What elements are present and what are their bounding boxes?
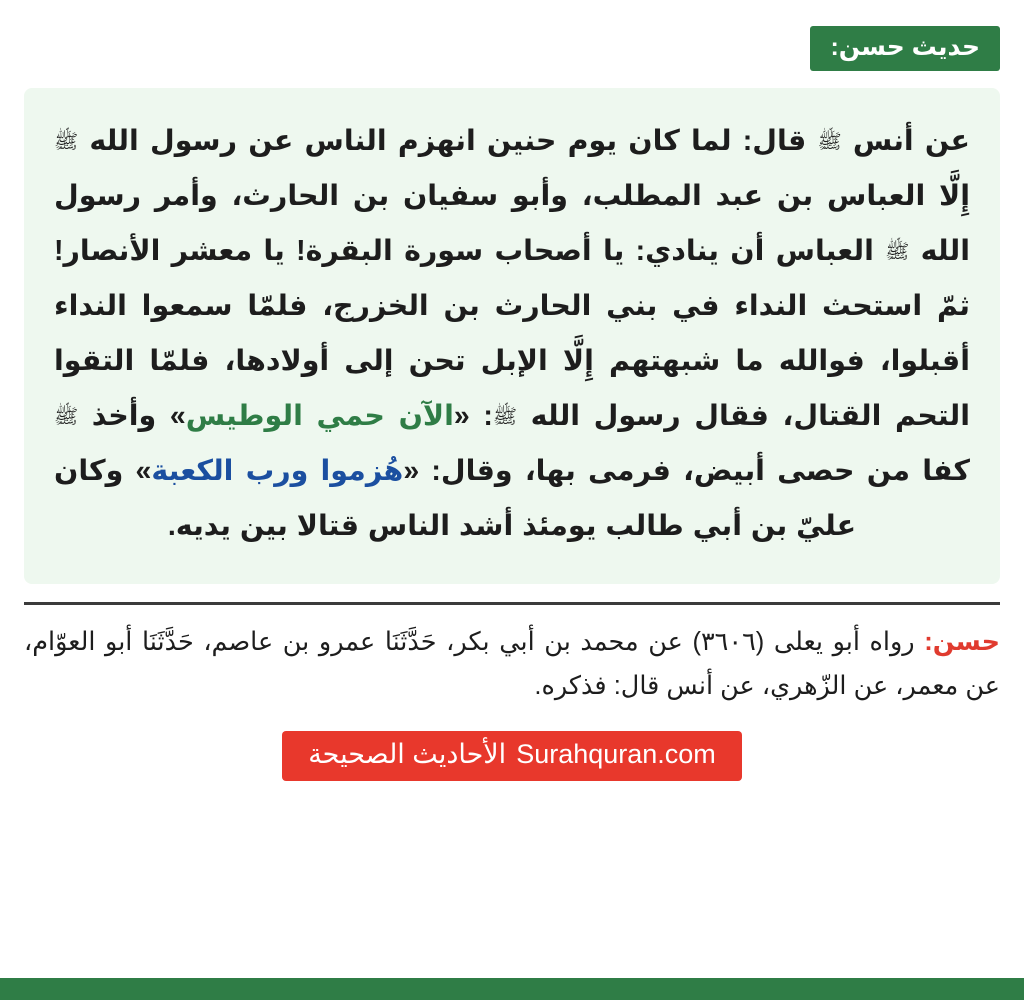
hadith-segment-8: : « (453, 400, 493, 432)
hadith-segment-2: قال: لما كان يوم حنين انهزم الناس عن رسول الله (78, 125, 818, 157)
hadith-segment-6: العباس أن ينادي: يا أصحاب سورة البقرة! يا معشر الأنصار! ثمّ استحث النداء في بني الحارث بن الخزرج، فلمّا سمعوا النداء أقبلوا، فوالله ما شبهتهم إِلَّا الإبل تحن إلى أولادها، فلمّا التقوا التحم القتال، فقال رسول الله (54, 235, 970, 432)
site-banner[interactable] (282, 731, 742, 781)
takhrij-paragraph (24, 621, 1000, 709)
hadith-segment-13: هُزموا ورب الكعبة (151, 455, 404, 487)
hadith-grade-badge: حديث حسن: (810, 26, 1000, 71)
site-name-label: Surahquran.com (516, 738, 716, 769)
header-row (0, 0, 1024, 71)
hadith-segment-5: ﷺ (885, 241, 910, 263)
hadith-segment-10: » وأخذ (78, 400, 186, 432)
hadith-segment-9: الآن حمي الوطيس (185, 400, 454, 432)
hadith-segment-11: ﷺ (54, 406, 79, 428)
hadith-segment-14: » وكان عليّ بن أبي طالب يومئذ أشد الناس قتالا بين يديه. (54, 455, 857, 542)
hadith-text-box (24, 88, 1000, 584)
hadith-segment-0: عن أنس (841, 125, 970, 157)
takhrij-grade-label: حسن: (924, 628, 1000, 656)
hadith-segment-12: كفا من حصى أبيض، فرمى بها، وقال: « (403, 455, 970, 487)
hadith-body-text (54, 114, 970, 554)
bottom-accent-strip (0, 978, 1024, 1000)
takhrij-source-text: رواه أبو يعلى (٣٦٠٦) عن محمد بن أبي بكر، حَدَّثَنَا عمرو بن عاصم، حَدَّثَنَا أبو العوّام، عن معمر، عن الزّهري، عن أنس قال: فذكره. (24, 628, 1000, 700)
section-divider (24, 602, 1000, 605)
footer-row (0, 731, 1024, 781)
hadith-segment-1: ﷺ (817, 131, 842, 153)
site-tagline-label: الأحاديث الصحيحة (308, 738, 507, 769)
hadith-segment-3: ﷺ (54, 131, 79, 153)
hadith-segment-4: إِلَّا العباس بن عبد المطلب، وأبو سفيان بن الحارث، وأمر رسول الله (54, 180, 970, 267)
hadith-segment-7: ﷺ (492, 406, 518, 428)
